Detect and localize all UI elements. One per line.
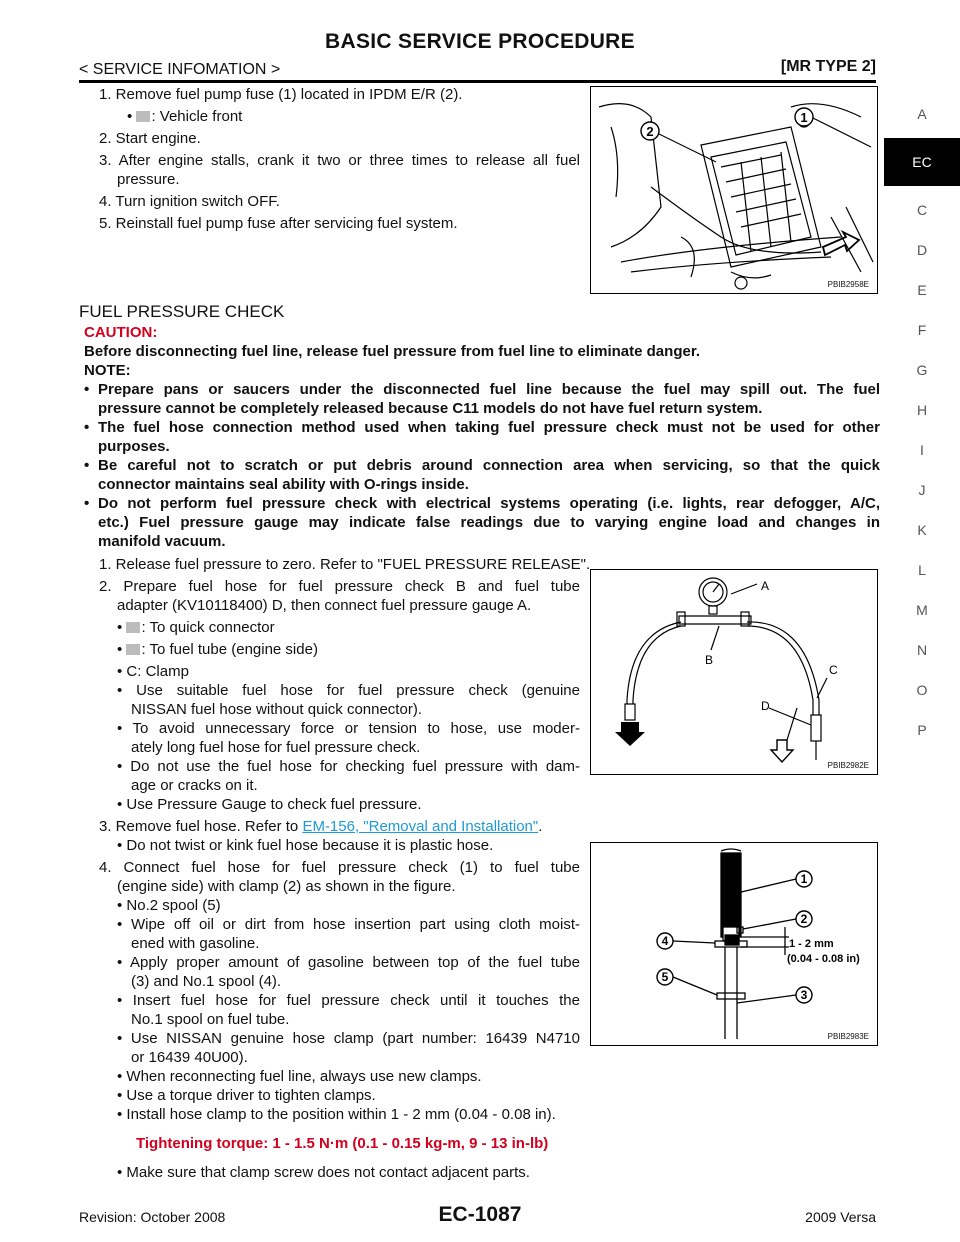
release-step-3: 3. After engine stalls, crank it two or three times to release all fuel: [99, 152, 580, 169]
callout-1: 1: [800, 110, 808, 125]
check-step-4-spool: • No.2 spool (5): [117, 897, 221, 914]
hose-clamp-drawing-icon: [591, 843, 877, 1045]
removal-installation-link[interactable]: EM-156, "Removal and Installation": [302, 818, 539, 835]
note-label: NOTE:: [84, 362, 131, 379]
tab-h[interactable]: H: [916, 402, 928, 418]
bullet: •: [117, 641, 123, 658]
check-step-4-new-clamps: • When reconnecting fuel line, always use new clamps.: [117, 1068, 482, 1085]
note-bullet: •: [84, 457, 90, 474]
fuel-tube-arrow-icon: [126, 644, 140, 655]
caution-label: CAUTION:: [84, 324, 158, 341]
check-step-3: 3. Remove fuel hose. Refer to EM-156, "Removal and Installation".: [99, 818, 543, 835]
page-title: BASIC SERVICE PROCEDURE: [325, 30, 635, 53]
tab-g[interactable]: G: [916, 362, 928, 378]
check-step-4-clamp-part-cont: or 16439 40U00).: [131, 1049, 248, 1066]
quick-connector-arrow-icon: [126, 622, 140, 633]
callout-3: 3: [800, 988, 808, 1002]
release-step-3-cont: pressure.: [117, 171, 180, 188]
note-4-cont: etc.) Fuel pressure gauge may indicate false readings due to varying engine load and changes in: [98, 514, 880, 531]
check-step-4: 4. Connect fuel hose for fuel pressure check (1) to fuel tube: [99, 859, 580, 876]
note-3-cont: connector maintains seal ability with O-rings inside.: [98, 476, 469, 493]
model-year: 2009 Versa: [805, 1209, 876, 1225]
dimension-in: (0.04 - 0.08 in): [787, 953, 860, 965]
dimension-mm: 1 - 2 mm: [789, 938, 834, 950]
release-step-4: 4. Turn ignition switch OFF.: [99, 193, 280, 210]
page-number: EC-1087: [438, 1203, 522, 1226]
callout-5: 5: [661, 970, 669, 984]
section-heading: FUEL PRESSURE CHECK: [79, 302, 285, 321]
label-c: C: [829, 663, 838, 677]
caution-text: Before disconnecting fuel line, release fuel pressure from fuel line to eliminate danger.: [84, 343, 700, 360]
bullet: •: [127, 108, 133, 125]
vehicle-front-arrow-icon: [136, 111, 150, 122]
fuel-tube-direction-icon: [771, 740, 793, 762]
check-step-2-force: • To avoid unnecessary force or tension to hose, use moder-: [117, 720, 580, 737]
fuel-gauge-figure: [590, 569, 878, 775]
tab-e[interactable]: E: [917, 282, 927, 298]
release-step-1: 1. Remove fuel pump fuse (1) located in IPDM E/R (2).: [99, 86, 463, 103]
tab-o[interactable]: O: [916, 682, 928, 698]
note-1: Prepare pans or saucers under the disconnected fuel line because the fuel may spill out. The fuel: [98, 381, 880, 398]
callout-4: 4: [661, 934, 669, 948]
tab-i[interactable]: I: [920, 442, 924, 458]
figure-caption: PBIB2958E: [827, 280, 869, 289]
tab-c[interactable]: C: [916, 202, 928, 218]
check-step-4-insert-cont: No.1 spool on fuel tube.: [131, 1011, 290, 1028]
check-step-4-insert: • Insert fuel hose for fuel pressure check until it touches the: [117, 992, 580, 1009]
check-step-2-damage: • Do not use the fuel hose for checking fuel pressure with dam-: [117, 758, 580, 775]
check-step-2-quick: • : To quick connector: [117, 619, 275, 636]
quick-connector-direction-icon: [615, 722, 645, 746]
callout-1: 1: [800, 872, 808, 886]
tab-n[interactable]: N: [916, 642, 928, 658]
callout-2: 2: [800, 912, 808, 926]
tightening-torque: Tightening torque: 1 - 1.5 N·m (0.1 - 0.15 kg-m, 9 - 13 in-lb): [136, 1135, 549, 1152]
tab-k[interactable]: K: [917, 522, 927, 538]
check-step-2-cont: adapter (KV10118400) D, then connect fuel pressure gauge A.: [117, 597, 532, 614]
check-step-4-position: • Install hose clamp to the position within 1 - 2 mm (0.04 - 0.08 in).: [117, 1106, 556, 1123]
tab-j[interactable]: J: [918, 482, 926, 498]
check-step-4-wipe-cont: ened with gasoline.: [131, 935, 260, 952]
callout-2: 2: [646, 124, 654, 139]
check-step-1: 1. Release fuel pressure to zero. Refer to "FUEL PRESSURE RELEASE".: [99, 556, 591, 573]
check-step-2: 2. Prepare fuel hose for fuel pressure check B and fuel tube: [99, 578, 580, 595]
note-4-cont2: manifold vacuum.: [98, 533, 226, 550]
note-bullet: •: [84, 419, 90, 436]
note-1-cont: pressure cannot be completely released because C11 models do not have fuel return system.: [98, 400, 763, 417]
tab-ec[interactable]: EC: [884, 138, 960, 186]
tab-a[interactable]: A: [917, 106, 927, 122]
label-d: D: [761, 699, 770, 713]
hose-clamp-figure: [590, 842, 878, 1046]
note-2: The fuel hose connection method used when taking fuel pressure check must not be used for other: [98, 419, 880, 436]
tab-f[interactable]: F: [917, 322, 927, 338]
check-step-2-hose: • Use suitable fuel hose for fuel pressure check (genuine: [117, 682, 580, 699]
revision-date: Revision: October 2008: [79, 1209, 226, 1225]
figure-caption: PBIB2982E: [827, 761, 869, 770]
ipdm-fuse-figure: [590, 86, 878, 294]
note-bullet: •: [84, 381, 90, 398]
model-label: [MR TYPE 2]: [780, 58, 876, 75]
tab-m[interactable]: M: [916, 602, 928, 618]
check-step-3-note: • Do not twist or kink fuel hose because it is plastic hose.: [117, 837, 494, 854]
check-step-4-clamp-part: • Use NISSAN genuine hose clamp (part number: 16439 N4710: [117, 1030, 580, 1047]
label-a: A: [761, 579, 770, 593]
note-bullet: •: [84, 495, 90, 512]
check-step-4-gasoline: • Apply proper amount of gasoline between top of the fuel tube: [117, 954, 580, 971]
check-step-4-gasoline-cont: (3) and No.1 spool (4).: [131, 973, 282, 990]
check-step-2-damage-cont: age or cracks on it.: [131, 777, 258, 794]
check-step-4-screw: • Make sure that clamp screw does not contact adjacent parts.: [117, 1164, 530, 1181]
label-b: B: [705, 653, 714, 667]
release-step-5: 5. Reinstall fuel pump fuse after servicing fuel system.: [99, 215, 458, 232]
check-step-2-force-cont: ately long fuel hose for fuel pressure check.: [131, 739, 421, 756]
release-step-1-note: • : Vehicle front: [127, 108, 243, 125]
tab-d[interactable]: D: [916, 242, 928, 258]
bullet: •: [117, 619, 123, 636]
fuel-pressure-gauge-drawing-icon: [591, 570, 877, 774]
check-step-4-cont: (engine side) with clamp (2) as shown in the figure.: [117, 878, 456, 895]
tab-l[interactable]: L: [918, 562, 926, 578]
release-step-2: 2. Start engine.: [99, 130, 201, 147]
check-step-2-hose-cont: NISSAN fuel hose without quick connector).: [131, 701, 422, 718]
section-index-tabs: [884, 94, 960, 750]
note-3: Be careful not to scratch or put debris around connection area when servicing, so that the quick: [98, 457, 880, 474]
tab-p[interactable]: P: [917, 722, 927, 738]
check-step-4-wipe: • Wipe off oil or dirt from hose insertion part using cloth moist-: [117, 916, 580, 933]
check-step-2-clamp: • C: Clamp: [117, 663, 189, 680]
section-label: < SERVICE INFOMATION >: [79, 61, 281, 78]
note-2-cont: purposes.: [98, 438, 170, 455]
note-4: Do not perform fuel pressure check with electrical systems operating (i.e. lights, rear defogger, A/C,: [98, 495, 880, 512]
check-step-2-gauge: • Use Pressure Gauge to check fuel pressure.: [117, 796, 422, 813]
header-rule: [79, 80, 876, 83]
check-step-4-torque-driver: • Use a torque driver to tighten clamps.: [117, 1087, 376, 1104]
figure-caption: PBIB2983E: [827, 1032, 869, 1041]
ipdm-er-drawing-icon: [591, 87, 877, 293]
check-step-2-tube: • : To fuel tube (engine side): [117, 641, 318, 658]
